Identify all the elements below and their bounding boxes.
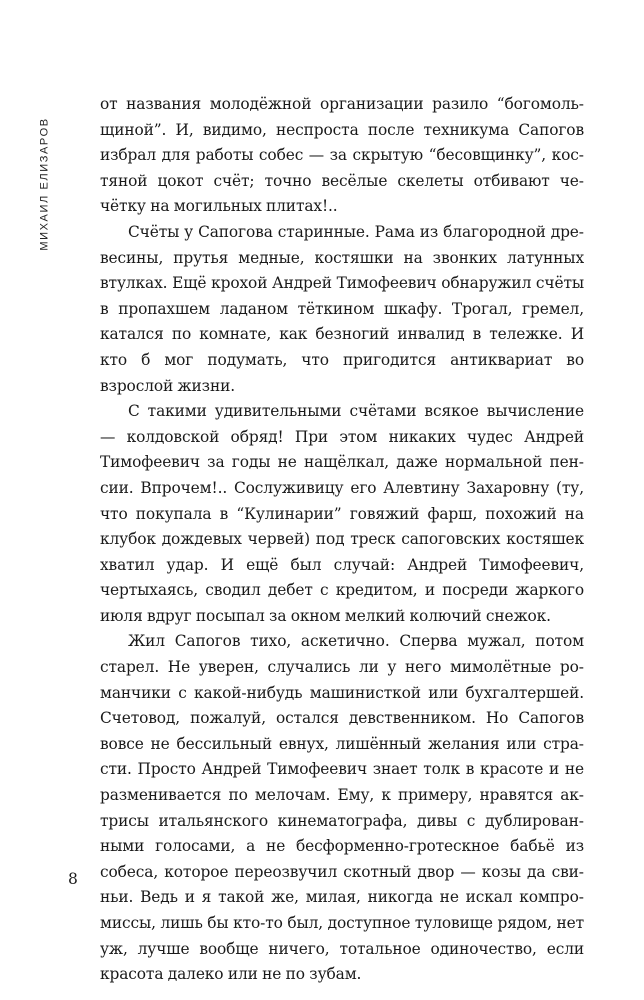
page-number: 8 <box>68 870 78 888</box>
paragraph: С такими удивительными счётами всякое вычисление — колдовской обряд! При этом никаких чудес Андрей Тимофеевич за годы не нащёлкал, даже нормальной пенсии. Впрочем!.. Сослуживицу его Алевтину Захаровну (ту, что покупала в “Кулинарии” говяжий фарш, похожий на клубок дождевых червей) под треск сапоговских костяшек хватил удар. И ещё был случай: Андрей Тимофеевич, чертыхаясь, сводил дебет с кредитом, и посреди жаркого июля вдруг посыпал за окном мелкий колючий снежок. <box>100 402 584 625</box>
paragraph: Жил Сапогов тихо, аскетично. Сперва мужал, потом старел. Не уверен, случались ли у него мимолётные романчики с какой-нибудь машинисткой или бухгалтершей. Счетовод, пожалуй, остался девственником. Но Сапогов вовсе не бессильный евнух, лишённый желания или страсти. Просто Андрей Тимофеевич знает толк в красоте и не разменивается по мелочам. Ему, к примеру, нравятся актрисы итальянского кинематографа, дивы с дублированными голосами, а не бесформенно-гротескное бабьё из собеса, которое переозвучил скотный двор — козы да свиньи. Ведь и я такой же, милая, никогда не искал компромиссы, лишь бы кто-то был, доступное туловище рядом, нет уж, лучше вообще ничего, тотальное одиночество, если красота далеко или не по зубам. <box>100 632 584 984</box>
running-head <box>34 101 56 266</box>
running-head-author: МИХАИЛ ЕЛИЗАРОВ <box>39 116 52 251</box>
body-text <box>100 92 584 988</box>
paragraph: Счёты у Сапогова старинные. Рама из благородной древесины, прутья медные, костяшки на звонких латунных втулках. Ещё крохой Андрей Тимофеевич обнаружил счёты в пропахшем ладаном тёткином шкафу. Трогал, гремел, катался по комнате, как безногий инвалид в тележке. И кто б мог подумать, что пригодится антиквариат во взрослой жизни. <box>100 222 584 395</box>
paragraph: от названия молодёжной организации разило “богомольщиной”. И, видимо, неспроста после техникума Сапогов избрал для работы собес — за скрытую “бесовщинку”, костяной цокот счёт; точно весёлые скелеты отбивают чечётку на могильных плитах!.. <box>100 95 584 216</box>
